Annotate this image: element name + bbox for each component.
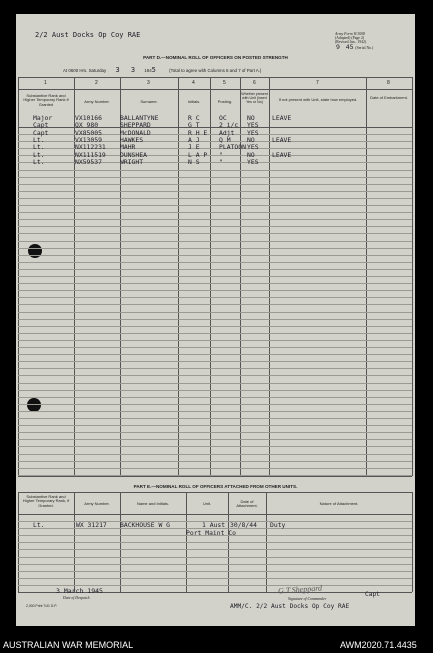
- e-date: 30/8/44: [230, 521, 257, 529]
- ruled-line: [18, 319, 412, 320]
- ruled-line: [18, 475, 412, 476]
- cell-initials: A J: [188, 135, 200, 144]
- cell-initials: R C: [188, 114, 200, 122]
- cell-initials: G T: [188, 121, 200, 130]
- ruled-line: [18, 297, 412, 298]
- col-header-initials: Initials.: [187, 99, 201, 104]
- cell-initials: N S: [188, 157, 200, 166]
- col-header-present: Whether present with Unit (insert Yes or No): [241, 92, 268, 104]
- cell-employed: LEAVE: [272, 135, 292, 144]
- date-day: 3: [115, 66, 120, 74]
- e-rank: Lt.: [33, 521, 45, 529]
- col-header-embarkment: Date of Embarkment.: [370, 95, 408, 100]
- ruled-line: [18, 585, 412, 586]
- e-header-rank: Substantive Rank and Higher Temporary Rank, if Granted.: [22, 494, 70, 508]
- cell-rank: Lt.: [33, 150, 45, 159]
- cell-number: NX59537: [75, 157, 102, 166]
- col-num-7: 7: [316, 80, 319, 86]
- cell-initials: R H E: [188, 128, 208, 137]
- ruled-line: [18, 571, 412, 572]
- ruled-line: [18, 276, 412, 277]
- ruled-line: [18, 205, 412, 206]
- date-month: 3: [130, 66, 136, 74]
- cell-number: QX 980: [75, 121, 99, 130]
- ruled-line: [18, 290, 412, 291]
- cell-rank: Capt: [33, 121, 49, 130]
- ruled-line: [18, 454, 412, 455]
- cell-surname: DUNSHEA: [120, 150, 147, 159]
- ruled-line: [18, 304, 412, 305]
- cell-surname: WRIGHT: [120, 157, 144, 166]
- archive-name: AUSTRALIAN WAR MEMORIAL: [3, 640, 134, 650]
- signature-rank: Capt: [365, 591, 380, 598]
- at-prefix: At 0600 Hrs. Saturday: [63, 68, 107, 73]
- col-header-surname: Surname.: [140, 99, 158, 104]
- ruled-line: [18, 184, 412, 185]
- cell-rank: Lt.: [33, 157, 45, 166]
- e-header-nature: Nature of Attachment.: [319, 501, 359, 506]
- ruled-line: [18, 354, 412, 355]
- cell-employed: LEAVE: [272, 150, 292, 159]
- date-year-prefix: 194: [144, 68, 152, 73]
- e-name: BACKHOUSE W G: [120, 521, 171, 529]
- ruled-line: [18, 446, 412, 447]
- total-note: (Total to agree with Columns 6 and 7 of Part A.): [169, 68, 262, 73]
- cell-present: YES: [247, 143, 259, 152]
- ruled-line: [18, 262, 412, 263]
- form-sheet: [16, 14, 415, 626]
- ruled-line: [18, 219, 412, 220]
- ruled-line: [18, 404, 412, 405]
- ruled-line: [18, 226, 412, 227]
- archive-footer: [0, 638, 433, 653]
- cell-rank: Lt.: [33, 143, 45, 152]
- form-ref-3: (Revised Jan., 1942): [335, 40, 367, 44]
- ruled-line: [18, 233, 412, 234]
- e-header-date: Date of Attachment.: [236, 499, 258, 509]
- e-header-number: Army Number.: [84, 501, 110, 506]
- col-header-rank: Substantive Rank and Higher Temporary Rank if Granted: [23, 93, 69, 107]
- e-header-unit: Unit.: [202, 501, 212, 506]
- cell-posting: PLATOON: [219, 143, 246, 152]
- part-d-title: PART D.—NOMINAL ROLL OF OFFICERS ON POSTED STRENGTH: [143, 55, 288, 60]
- commander-signature: G.T.Sheppard: [277, 583, 323, 596]
- ruled-line: [18, 191, 412, 192]
- ruled-line: [18, 248, 412, 249]
- ruled-line: [18, 198, 412, 199]
- ruled-line: [18, 397, 412, 398]
- ruled-line: [18, 340, 412, 341]
- cell-employed: LEAVE: [272, 114, 292, 122]
- signature-label: Signature of Commander: [288, 597, 327, 601]
- ruled-line: [18, 361, 412, 362]
- cell-number: NX112231: [75, 143, 106, 152]
- ruled-line: [18, 177, 412, 178]
- serial-no: [336, 43, 373, 51]
- ruled-line: [18, 578, 412, 579]
- ruled-line: [18, 425, 412, 426]
- cell-present: NO: [247, 150, 255, 159]
- part-d-timeline: [63, 66, 261, 74]
- cell-present: YES: [247, 121, 259, 130]
- cell-present: YES: [247, 157, 259, 166]
- col-num-3: 3: [147, 80, 150, 86]
- serial-label: (Serial No.): [355, 46, 374, 50]
- cell-posting: 2 i/c: [219, 121, 239, 130]
- ruled-line: [18, 564, 412, 565]
- dispatch-label: Date of Despatch: [63, 596, 90, 600]
- cell-surname: BALLANTYNE: [120, 114, 159, 122]
- col-header-army-number: Army Number.: [84, 99, 110, 104]
- printer-note: 2,000 Print 7/41 D.P.: [26, 604, 58, 608]
- ruled-line: [18, 255, 412, 256]
- part-e-title: PART E.—NOMINAL ROLL OF OFFICERS ATTACHED FROM OTHER UNITS.: [133, 484, 298, 489]
- cell-posting: ": [219, 157, 223, 166]
- e-unit: 1 Aust: [202, 521, 226, 529]
- ruled-line: [18, 549, 412, 550]
- cell-rank: Capt: [33, 128, 49, 137]
- ruled-line: [18, 557, 412, 558]
- cell-present: YES: [247, 128, 259, 137]
- e-number: WX 31217: [76, 521, 107, 529]
- e-nature: Duty: [270, 521, 286, 529]
- ruled-line: [18, 283, 412, 284]
- serial-number: 9: [336, 43, 340, 51]
- e-unit-2: Port Maint Co: [186, 529, 237, 537]
- ruled-line: [18, 432, 412, 433]
- cell-number: VX13059: [75, 135, 102, 144]
- cell-posting: OC: [219, 114, 227, 122]
- ruled-line: [18, 212, 412, 213]
- cell-surname: SHEPPARD: [120, 121, 151, 130]
- cell-surname: HAWKES: [120, 135, 144, 144]
- cell-present: NO: [247, 114, 255, 122]
- col-header-employed: If not present with Unit, state how employed.: [278, 97, 358, 102]
- ruled-line: [18, 375, 412, 376]
- ruled-line: [18, 542, 412, 543]
- ruled-line: [18, 333, 412, 334]
- cell-number: VX85005: [75, 128, 102, 137]
- form-ref-1: Army Form W.3008: [335, 32, 365, 36]
- cell-initials: L A P: [188, 150, 208, 159]
- col-num-2: 2: [95, 80, 98, 86]
- unit-title: 2/2 Aust Docks Op Coy RAE: [35, 31, 141, 39]
- ruled-line: [18, 326, 412, 327]
- punch-hole-upper: [28, 244, 42, 258]
- ruled-line: [18, 269, 412, 270]
- serial-year: 45: [345, 43, 354, 51]
- cell-surname: MAHR: [120, 143, 136, 152]
- date-year-digit: 5: [151, 66, 156, 74]
- e-header-name: Name and Initials.: [136, 501, 169, 506]
- ruled-line: [18, 241, 412, 242]
- ruled-line: [18, 468, 412, 469]
- cell-posting: Adjt: [219, 128, 235, 137]
- col-num-5: 5: [223, 80, 226, 86]
- col-num-6: 6: [253, 80, 256, 86]
- cell-number: VX10166: [75, 114, 102, 122]
- cell-number: NX111519: [75, 150, 106, 159]
- col-header-posting: Posting.: [217, 99, 233, 104]
- cell-rank: Lt.: [33, 135, 45, 144]
- ruled-line: [18, 312, 412, 313]
- col-num-8: 8: [387, 80, 390, 86]
- unit-line: AMM/C. 2/2 Aust Docks Op Coy RAE: [230, 603, 350, 610]
- ruled-line: [18, 418, 412, 419]
- ruled-line: [18, 170, 412, 171]
- punch-hole-lower: [27, 398, 41, 412]
- form-ref-2: (Adapted) (Page 2): [335, 36, 365, 40]
- dispatch-date: 3 March 1945: [56, 587, 103, 595]
- cell-present: NO: [247, 135, 255, 144]
- cell-rank: Major: [33, 114, 53, 122]
- ruled-line: [18, 383, 412, 384]
- ruled-line: [18, 390, 412, 391]
- ruled-line: [18, 461, 412, 462]
- ruled-line: [18, 439, 412, 440]
- col-num-4: 4: [192, 80, 195, 86]
- ruled-line: [18, 368, 412, 369]
- cell-initials: J E: [188, 143, 200, 152]
- ruled-line: [18, 411, 412, 412]
- archive-ref: AWM2020.71.4435: [340, 640, 417, 650]
- cell-posting: Q M: [219, 135, 231, 144]
- col-num-1: 1: [44, 80, 47, 86]
- cell-posting: ": [219, 150, 223, 159]
- cell-surname: McDONALD: [120, 128, 151, 137]
- ruled-line: [18, 347, 412, 348]
